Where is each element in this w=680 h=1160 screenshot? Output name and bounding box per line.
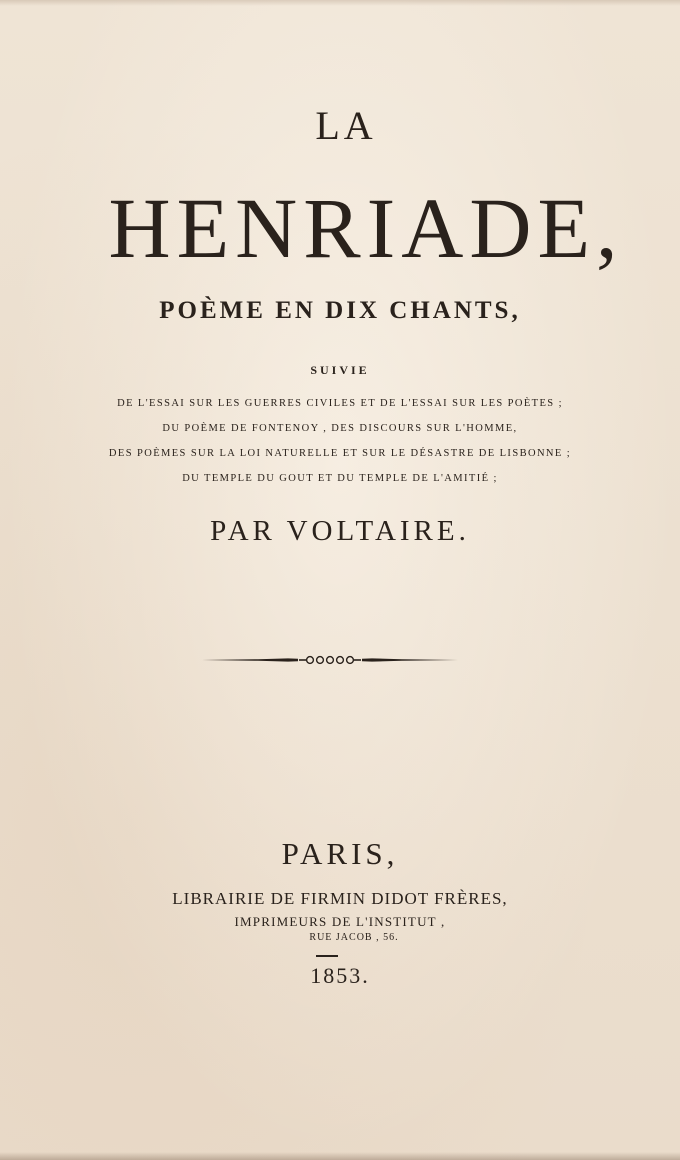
contents-line: DE L'ESSAI SUR LES GUERRES CIVILES ET DE L'ESSAI SUR LES POÈTES ; bbox=[117, 398, 563, 409]
contents-line: DES POÈMES SUR LA LOI NATURELLE ET SUR LE DÉSASTRE DE LISBONNE ; bbox=[108, 448, 572, 459]
ornamental-rule bbox=[200, 650, 460, 670]
imprint-printer: IMPRIMEURS DE L'INSTITUT , bbox=[234, 914, 446, 929]
contents-line: DU POÈME DE FONTENOY , DES DISCOURS SUR L'HOMME, bbox=[162, 423, 518, 434]
imprint-year: 1853. bbox=[310, 963, 370, 988]
imprint-address: RUE JACOB , 56. bbox=[309, 932, 399, 943]
author-line: PAR VOLTAIRE. bbox=[210, 515, 470, 547]
title-article: LA bbox=[315, 103, 377, 148]
imprint-publisher: LIBRAIRIE DE FIRMIN DIDOT FRÈRES, bbox=[172, 889, 508, 908]
contents-line: DU TEMPLE DU GOUT ET DU TEMPLE DE L'AMITIÉ ; bbox=[182, 473, 498, 484]
short-rule bbox=[316, 955, 338, 957]
subtitle: POÈME EN DIX CHANTS, bbox=[159, 297, 521, 324]
suivie-label: SUIVIE bbox=[310, 363, 370, 377]
book-title: HENRIADE, bbox=[108, 180, 624, 276]
imprint-city: PARIS, bbox=[281, 836, 399, 871]
